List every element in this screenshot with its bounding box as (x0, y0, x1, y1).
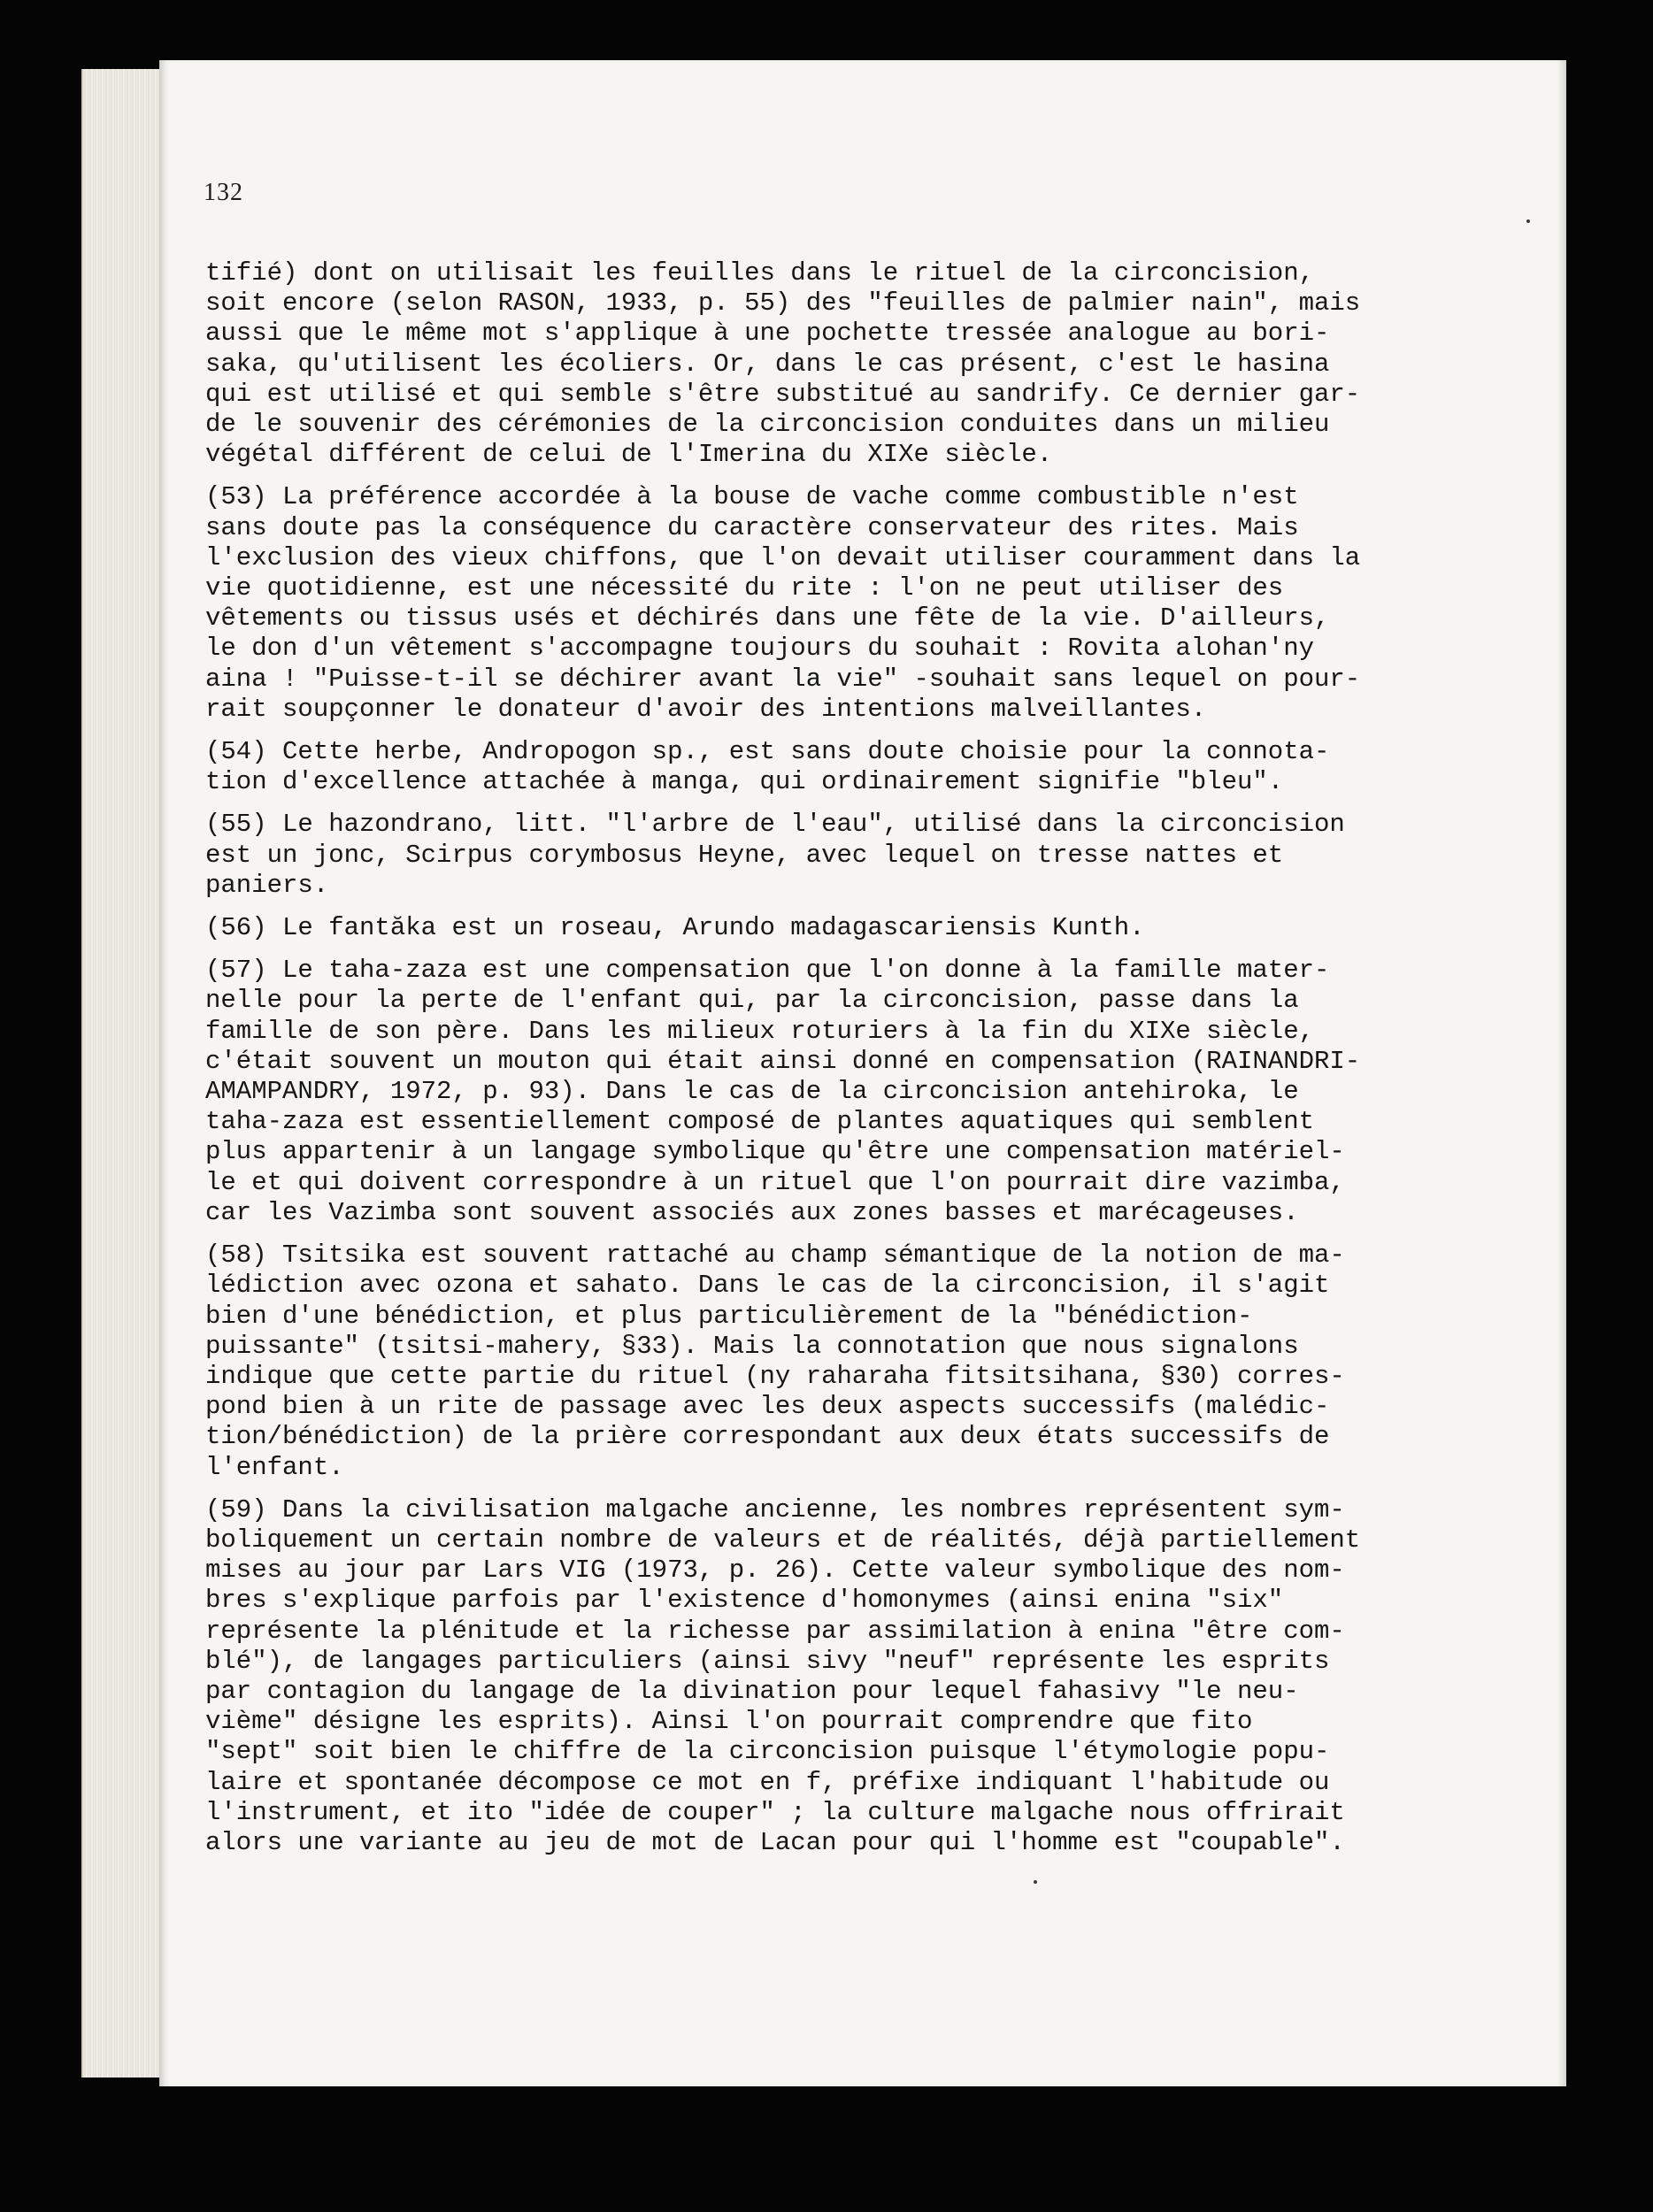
note-56 (205, 913, 1426, 943)
page-edges (81, 69, 163, 2078)
notes-text (205, 258, 1426, 1870)
text-line: AMAMPANDRY, 1972, p. 93). Dans le cas de la circoncision antehiroka, le (205, 1077, 1299, 1107)
text-line: le don d'un vêtement s'accompagne toujours du souhait : Rovita alohan'ny (205, 634, 1315, 664)
note-57 (205, 956, 1426, 1228)
text-line: saka, qu'utilisent les écoliers. Or, dans le cas présent, c'est le hasina (205, 349, 1330, 379)
text-line: est un jonc, Scirpus corymbosus Heyne, avec lequel on tresse nattes et (205, 840, 1284, 870)
text-line: bres s'explique parfois par l'existence d'homonymes (ainsi enina "six" (205, 1586, 1284, 1616)
dust-speck (1526, 219, 1530, 223)
text-line: par contagion du langage de la divination pour lequel fahasivy "le neu- (205, 1676, 1299, 1706)
dust-speck (1034, 1880, 1037, 1884)
text-line: tion/bénédiction) de la prière correspondant aux deux états successifs de (205, 1422, 1330, 1452)
note-55 (205, 810, 1426, 901)
text-line: le et qui doivent correspondre à un rituel que l'on pourrait dire vazimba, (205, 1167, 1345, 1197)
text-line: tifié) dont on utilisait les feuilles dans le rituel de la circoncision, (205, 258, 1315, 288)
note-59 (205, 1495, 1426, 1858)
text-line: l'enfant. (205, 1452, 344, 1482)
text-line: "sept" soit bien le chiffre de la circoncision puisque l'étymologie popu- (205, 1737, 1330, 1767)
text-line: c'était souvent un mouton qui était ainsi donné en compensation (RAINANDRI- (205, 1046, 1361, 1076)
text-line: (58) Tsitsika est souvent rattaché au champ sémantique de la notion de ma- (205, 1240, 1345, 1271)
text-line: paniers. (205, 870, 329, 900)
text-line: bien d'une bénédiction, et plus particulièrement de la "bénédiction- (205, 1301, 1253, 1331)
text-line: vie quotidienne, est une nécessité du rite : l'on ne peut utiliser des (205, 573, 1284, 603)
text-line: vêtements ou tissus usés et déchirés dans une fête de la vie. D'ailleurs, (205, 603, 1330, 634)
note-53 (205, 482, 1426, 725)
text-line: plus appartenir à un langage symbolique qu'être une compensation matériel- (205, 1137, 1345, 1167)
text-line: pond bien à un rite de passage avec les deux aspects successifs (malédic- (205, 1392, 1330, 1422)
text-line: représente la plénitude et la richesse par assimilation à enina "être com- (205, 1616, 1345, 1646)
text-line: (57) Le taha-zaza est une compensation que l'on donne à la famille mater- (205, 956, 1330, 986)
text-line: aina ! "Puisse-t-il se déchirer avant la vie" -souhait sans lequel on pour- (205, 664, 1361, 694)
text-line: (56) Le fantăka est un roseau, Arundo madagascariensis Kunth. (205, 913, 1145, 943)
text-line: (55) Le hazondrano, litt. "l'arbre de l'eau", utilisé dans la circoncision (205, 810, 1345, 840)
text-line: blé"), de langages particuliers (ainsi sivy "neuf" représente les esprits (205, 1646, 1330, 1676)
note-54 (205, 737, 1426, 797)
text-line: lédiction avec ozona et sahato. Dans le cas de la circoncision, il s'agit (205, 1271, 1330, 1301)
text-line: mises au jour par Lars VIG (1973, p. 26). Cette valeur symbolique des nom- (205, 1555, 1345, 1586)
text-line: alors une variante au jeu de mot de Lacan pour qui l'homme est "coupable". (205, 1827, 1345, 1857)
text-line: boliquement un certain nombre de valeurs et de réalités, déjà partiellement (205, 1525, 1361, 1555)
text-line: laire et spontanée décompose ce mot en f, préfixe indiquant l'habitude ou (205, 1767, 1330, 1797)
text-line: végétal différent de celui de l'Imerina du XIXe siècle. (205, 440, 1053, 470)
text-line: (54) Cette herbe, Andropogon sp., est sans doute choisie pour la connota- (205, 737, 1330, 767)
text-line: (53) La préférence accordée à la bouse de vache comme combustible n'est (205, 482, 1299, 512)
text-line: soit encore (selon RASON, 1933, p. 55) des "feuilles de palmier nain", mais (205, 288, 1361, 319)
page-number: 132 (204, 179, 243, 206)
text-line: rait soupçonner le donateur d'avoir des intentions malveillantes. (205, 694, 1207, 724)
text-line: sans doute pas la conséquence du caractère conservateur des rites. Mais (205, 512, 1299, 542)
text-line: nelle pour la perte de l'enfant qui, par la circoncision, passe dans la (205, 986, 1299, 1016)
text-line: l'exclusion des vieux chiffons, que l'on devait utiliser couramment dans la (205, 542, 1361, 572)
text-line: tion d'excellence attachée à manga, qui ordinairement signifie "bleu". (205, 767, 1284, 797)
text-line: puissante" (tsitsi-mahery, §33). Mais la connotation que nous signalons (205, 1331, 1299, 1361)
text-line: aussi que le même mot s'applique à une pochette tressée analogue au bori- (205, 319, 1330, 349)
text-line: vième" désigne les esprits). Ainsi l'on pourrait comprendre que fito (205, 1707, 1253, 1737)
text-line: (59) Dans la civilisation malgache ancienne, les nombres représentent sym- (205, 1494, 1345, 1525)
text-line: car les Vazimba sont souvent associés aux zones basses et marécageuses. (205, 1197, 1299, 1227)
text-line: de le souvenir des cérémonies de la circoncision conduites dans un milieu (205, 410, 1330, 440)
note-continuation (205, 258, 1426, 470)
text-line: famille de son père. Dans les milieux roturiers à la fin du XIXe siècle, (205, 1016, 1315, 1046)
text-line: indique que cette partie du rituel (ny raharaha fitsitsihana, §30) corres- (205, 1361, 1345, 1391)
note-58 (205, 1240, 1426, 1483)
text-line: qui est utilisé et qui semble s'être substitué au sandrify. Ce dernier gar- (205, 379, 1361, 409)
text-line: taha-zaza est essentiellement composé de plantes aquatiques qui semblent (205, 1107, 1315, 1137)
text-line: l'instrument, et ito "idée de couper" ; la culture malgache nous offrirait (205, 1797, 1345, 1827)
